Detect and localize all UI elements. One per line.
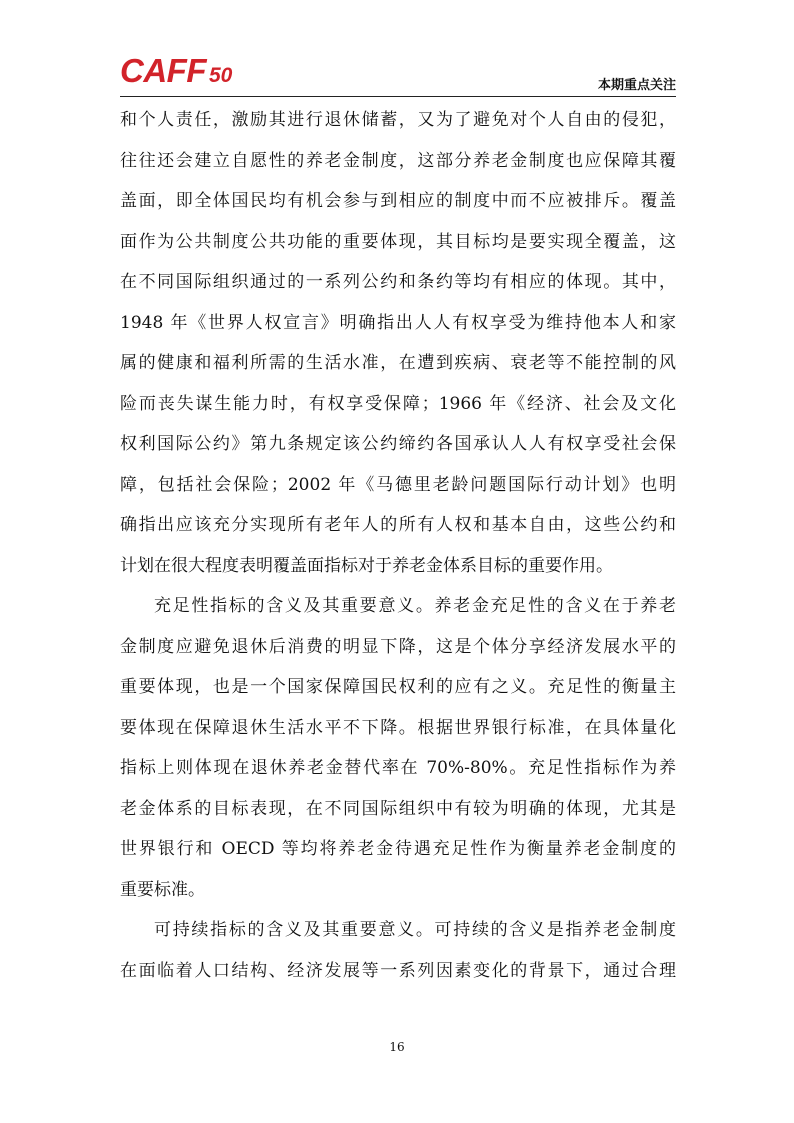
text-line: 充足性指标的含义及其重要意义。养老金充足性的含义在于养老: [154, 596, 676, 616]
text-line: 可持续指标的含义及其重要意义。可持续的含义是指养老金制度: [154, 920, 676, 940]
text-line: 重要标准。: [120, 879, 205, 900]
text-line: 重要体现，也是一个国家保障国民权利的应有之义。充足性的衡量主: [120, 677, 676, 697]
text-line: 权利国际公约》第九条规定该公约缔约各国承认人人有权享受社会保: [120, 434, 676, 454]
body-text: [120, 100, 676, 991]
text-line: 面作为公共制度公共功能的重要体现，其目标均是要实现全覆盖，这: [120, 231, 676, 252]
page-header: [120, 52, 676, 96]
text-line: 在不同国际组织通过的一系列公约和条约等均有相应的体现。其中，: [120, 272, 676, 292]
text-line: 金制度应避免退休后消费的明显下降，这是个体分享经济发展水平的: [120, 636, 676, 657]
text-line: 确指出应该充分实现所有老年人的所有人权和基本自由，这些公约和: [120, 515, 676, 535]
section-title: 本期重点关注: [597, 78, 676, 93]
text-line: 盖面，即全体国民均有机会参与到相应的制度中而不应被排斥。覆盖: [120, 191, 676, 211]
text-line: 指标上则体现在退休养老金替代率在 70%-80%。充足性指标作为养: [120, 758, 676, 778]
text-line: 和个人责任，激励其进行退休储蓄，又为了避免对个人自由的侵犯，: [120, 110, 676, 130]
text-line: 障，包括社会保险；2002 年《马德里老龄问题国际行动计划》也明: [120, 474, 676, 495]
header-rule: [120, 96, 676, 97]
text-line: 要体现在保障退休生活水平不下降。根据世界银行标准，在具体量化: [120, 717, 676, 738]
caff50-logo: [120, 52, 232, 90]
text-line: 往往还会建立自愿性的养老金制度，这部分养老金制度也应保障其覆: [120, 150, 676, 171]
text-line: 1948 年《世界人权宣言》明确指出人人有权享受为维持他本人和家: [120, 312, 676, 333]
text-line: 险而丧失谋生能力时，有权享受保障；1966 年《经济、社会及文化: [120, 393, 676, 414]
text-line: 计划在很大程度表明覆盖面指标对于养老金体系目标的重要作用。: [120, 555, 613, 576]
logo-number: 50: [208, 64, 233, 87]
text-line: 属的健康和福利所需的生活水准，在遭到疾病、衰老等不能控制的风: [120, 353, 676, 373]
logo-text: CAFF: [120, 52, 206, 89]
text-line: 在面临着人口结构、经济发展等一系列因素变化的背景下，通过合理: [120, 960, 676, 981]
page-number: 16: [389, 1040, 405, 1054]
text-line: 老金体系的目标表现，在不同国际组织中有较为明确的体现，尤其是: [120, 798, 676, 819]
text-line: 世界银行和 OECD 等均将养老金待遇充足性作为衡量养老金制度的: [120, 839, 676, 859]
